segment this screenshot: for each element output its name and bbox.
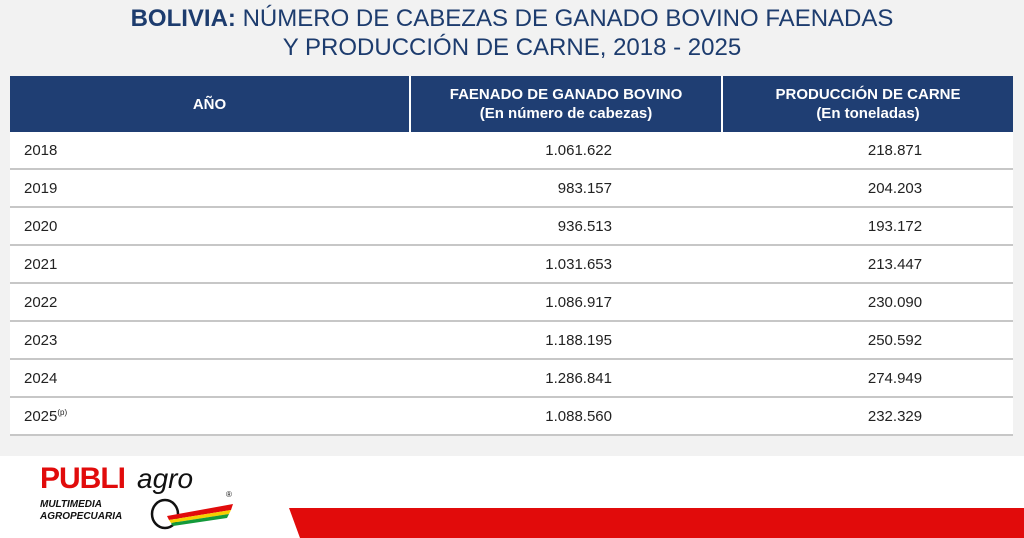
title-line-1 xyxy=(0,4,1024,33)
title-line-1-text: NÚMERO DE CABEZAS DE GANADO BOVINO FAENADAS xyxy=(242,5,894,32)
table-row xyxy=(10,132,1013,169)
footer-red-band xyxy=(280,508,1024,538)
title-country: BOLIVIA: xyxy=(130,5,236,32)
table-row xyxy=(10,207,1013,245)
cell-toneladas: 218.871 xyxy=(722,132,1013,169)
header-toneladas: PRODUCCIÓN DE CARNE (En toneladas) xyxy=(722,76,1013,132)
year-value: 2025 xyxy=(24,407,58,425)
cell-toneladas: 213.447 xyxy=(722,245,1013,283)
table-row xyxy=(10,397,1013,435)
cell-cabezas: 1.188.195 xyxy=(410,321,722,359)
year-value: 2022 xyxy=(24,293,58,311)
cell-year xyxy=(10,321,410,359)
cell-toneladas: 274.949 xyxy=(722,359,1013,397)
cell-year xyxy=(10,359,410,397)
cell-year xyxy=(10,283,410,321)
title-line-2: Y PRODUCCIÓN DE CARNE, 2018 - 2025 xyxy=(282,34,742,61)
logo-registered-mark: ® xyxy=(226,490,232,499)
cell-toneladas: 230.090 xyxy=(722,283,1013,321)
table-row xyxy=(10,321,1013,359)
cell-cabezas: 1.031.653 xyxy=(410,245,722,283)
table-row xyxy=(10,359,1013,397)
table-header-row xyxy=(10,76,1013,132)
table-body xyxy=(10,132,1013,435)
cell-year xyxy=(10,245,410,283)
header-year: AÑO xyxy=(10,76,410,132)
cell-cabezas: 936.513 xyxy=(410,207,722,245)
cell-cabezas: 1.286.841 xyxy=(410,359,722,397)
cell-cabezas: 1.086.917 xyxy=(410,283,722,321)
logo-publ-text: PUBLI xyxy=(40,462,125,495)
logo-tagline-2: AGROPECUARIA xyxy=(40,511,123,522)
cell-year xyxy=(10,169,410,207)
cell-cabezas: 1.088.560 xyxy=(410,397,722,435)
logo-tagline-1: MULTIMEDIA xyxy=(40,499,103,510)
table-row xyxy=(10,245,1013,283)
year-value: 2023 xyxy=(24,331,58,349)
cell-year xyxy=(10,207,410,245)
cell-cabezas: 1.061.622 xyxy=(410,132,722,169)
logo-agro-text: agro xyxy=(137,463,194,494)
table-row xyxy=(10,283,1013,321)
page-title xyxy=(0,4,1024,62)
year-value: 2019 xyxy=(24,179,58,197)
header-cabezas: FAENADO DE GANADO BOVINO (En número de cabezas) xyxy=(410,76,722,132)
year-note: (p) xyxy=(57,407,68,417)
cell-toneladas: 232.329 xyxy=(722,397,1013,435)
year-value: 2024 xyxy=(24,369,58,387)
cell-toneladas: 193.172 xyxy=(722,207,1013,245)
year-value: 2020 xyxy=(24,217,58,235)
table-row xyxy=(10,169,1013,207)
logo-swoosh-icon xyxy=(145,492,235,532)
year-value: 2018 xyxy=(24,141,58,159)
cell-toneladas: 250.592 xyxy=(722,321,1013,359)
cell-year xyxy=(10,132,410,169)
year-value: 2021 xyxy=(24,255,58,273)
cell-year xyxy=(10,397,410,435)
cell-toneladas: 204.203 xyxy=(722,169,1013,207)
data-table xyxy=(10,76,1013,436)
cell-cabezas: 983.157 xyxy=(410,169,722,207)
